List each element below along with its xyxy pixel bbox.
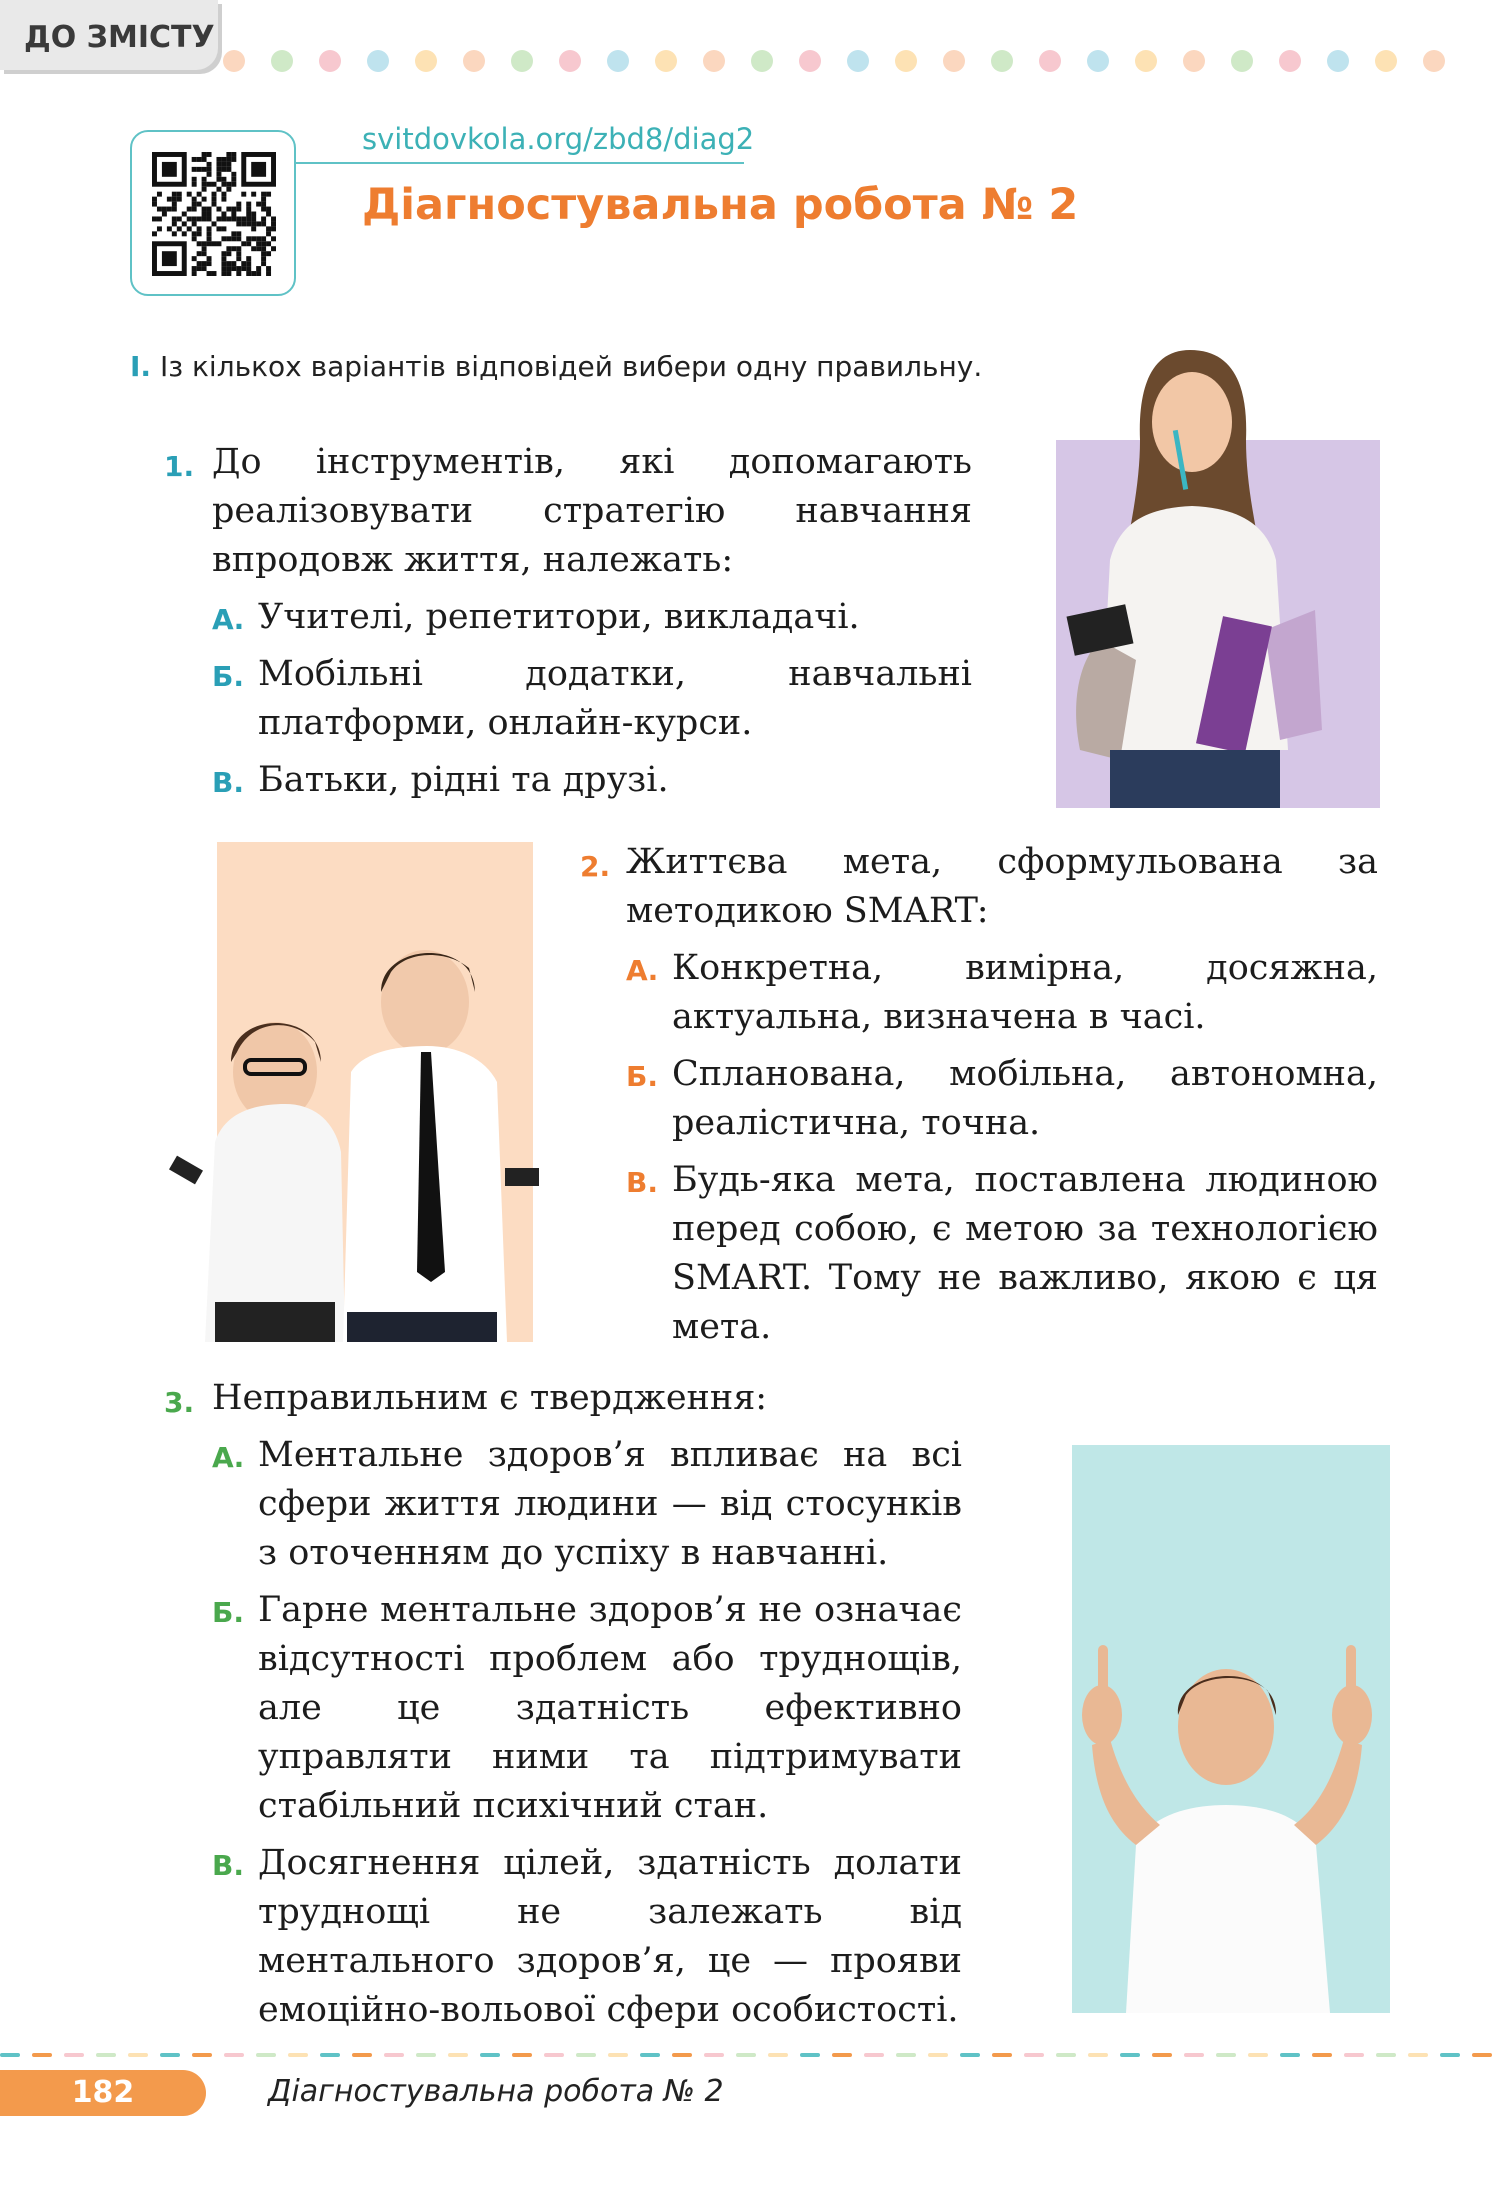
- footer-dash: [256, 2053, 276, 2057]
- question-3: [164, 1374, 962, 2035]
- option-letter: Б.: [212, 660, 244, 693]
- footer-dash: [1312, 2053, 1332, 2057]
- footer-dash: [832, 2053, 852, 2057]
- page-number: 182: [0, 2070, 206, 2116]
- question-number: 2.: [580, 850, 611, 883]
- footer-dash: [384, 2053, 404, 2057]
- option-letter: А.: [212, 1441, 245, 1474]
- option-b[interactable]: [626, 1050, 1378, 1148]
- footer-dash: [992, 2053, 1012, 2057]
- decorative-dot: [415, 50, 437, 72]
- option-v[interactable]: [212, 756, 972, 805]
- footer-dash: [448, 2053, 468, 2057]
- footer-dash: [416, 2053, 436, 2057]
- photo-boy-pointing-up: [1040, 1445, 1420, 2013]
- question-number: 3.: [164, 1386, 195, 1419]
- option-b[interactable]: [212, 1586, 962, 1831]
- option-v[interactable]: [626, 1156, 1378, 1352]
- option-text: Будь-яка мета, поставлена людиною перед собою, є метою за технологією SMART. Тому не важливо, якою є ця мета.: [672, 1160, 1378, 1347]
- instruction-number: I.: [130, 350, 152, 383]
- decorative-dot: [943, 50, 965, 72]
- option-v[interactable]: [212, 1839, 962, 2035]
- footer-dash: [1344, 2053, 1364, 2057]
- option-a[interactable]: [212, 593, 972, 642]
- decorative-dot: [1375, 50, 1397, 72]
- decorative-dot: [655, 50, 677, 72]
- footer-dash: [640, 2053, 660, 2057]
- footer-dash: [288, 2053, 308, 2057]
- decorative-dot: [367, 50, 389, 72]
- footer-dash: [1472, 2053, 1492, 2057]
- footer-dash: [128, 2053, 148, 2057]
- option-text: Досягнення цілей, здатність долати труднощі не залежать від ментального здоров’я, це — прояви емоційно-вольової сфери особистості.: [258, 1843, 962, 2030]
- option-letter: В.: [212, 1849, 244, 1882]
- footer-dash: [1056, 2053, 1076, 2057]
- footer-dash: [672, 2053, 692, 2057]
- footer-dash: [960, 2053, 980, 2057]
- footer-dash: [0, 2053, 20, 2057]
- decorative-dot: [799, 50, 821, 72]
- footer-title: Діагностувальна робота № 2: [268, 2074, 724, 2109]
- decorative-dot: [1231, 50, 1253, 72]
- site-link[interactable]: svitdovkola.org/zbd8/diag2: [362, 122, 755, 156]
- option-text: Ментальне здоров’я впливає на всі сфери життя людини — від стосунків з оточенням до успіху в навчанні.: [258, 1435, 962, 1573]
- footer-dash: [1184, 2053, 1204, 2057]
- footer-dash: [800, 2053, 820, 2057]
- question-stem: Неправильним є твердження:: [212, 1378, 768, 1418]
- question-1: [164, 438, 972, 805]
- instruction: [130, 350, 982, 383]
- toc-button[interactable]: ДО ЗМІСТУ: [0, 0, 218, 70]
- decorative-dot: [1039, 50, 1061, 72]
- footer-dash: [352, 2053, 372, 2057]
- option-a[interactable]: [626, 944, 1378, 1042]
- footer-dash: [896, 2053, 916, 2057]
- option-letter: В.: [626, 1166, 658, 1199]
- option-text: Гарне ментальне здоров’я не означає відсутності проблем або труднощів, але це здатність ефективно управляти ними та підтримувати стабільний психічний стан.: [258, 1590, 962, 1826]
- link-underline: [296, 162, 744, 164]
- option-letter: Б.: [626, 1060, 658, 1093]
- footer-dash: [1408, 2053, 1428, 2057]
- footer-dash: [1024, 2053, 1044, 2057]
- footer-dash: [544, 2053, 564, 2057]
- decorative-dot: [847, 50, 869, 72]
- decorative-dot: [607, 50, 629, 72]
- decorative-dot: [991, 50, 1013, 72]
- footer-dash: [928, 2053, 948, 2057]
- footer-dash: [192, 2053, 212, 2057]
- option-text: Спланована, мобільна, автономна, реалістична, точна.: [672, 1054, 1378, 1143]
- decorative-dot: [1423, 50, 1445, 72]
- footer-dash: [736, 2053, 756, 2057]
- decorative-dot: [1183, 50, 1205, 72]
- footer-divider: [0, 2052, 1500, 2058]
- decorative-dot: [319, 50, 341, 72]
- footer-dash: [160, 2053, 180, 2057]
- photo-teens-with-phones: [135, 842, 575, 1342]
- footer-dash: [1120, 2053, 1140, 2057]
- option-b[interactable]: [212, 650, 972, 748]
- footer-dash: [1376, 2053, 1396, 2057]
- decorative-dot: [1279, 50, 1301, 72]
- qr-code-icon: [152, 152, 276, 276]
- decorative-dot: [751, 50, 773, 72]
- page-title: Діагностувальна робота № 2: [362, 180, 1079, 230]
- footer-dash: [1216, 2053, 1236, 2057]
- footer-dash: [224, 2053, 244, 2057]
- decorative-dot: [1135, 50, 1157, 72]
- decorative-dot: [463, 50, 485, 72]
- decorative-dot: [895, 50, 917, 72]
- footer-dash: [1248, 2053, 1268, 2057]
- option-text: Учителі, репетитори, викладачі.: [258, 597, 860, 637]
- decorative-dot: [703, 50, 725, 72]
- decorative-dots: [222, 49, 1482, 73]
- footer-dash: [64, 2053, 84, 2057]
- question-number: 1.: [164, 450, 195, 483]
- option-letter: В.: [212, 766, 244, 799]
- qr-code[interactable]: [130, 130, 296, 296]
- footer-dash: [768, 2053, 788, 2057]
- footer-dash: [1152, 2053, 1172, 2057]
- footer-dash: [32, 2053, 52, 2057]
- decorative-dot: [559, 50, 581, 72]
- question-stem: Життєва мета, сформульована за методикою SMART:: [626, 842, 1378, 931]
- decorative-dot: [511, 50, 533, 72]
- option-letter: А.: [626, 954, 659, 987]
- option-text: Конкретна, вимірна, досяжна, актуальна, визначена в часі.: [672, 948, 1378, 1037]
- question-2: [580, 838, 1378, 1352]
- footer-dash: [320, 2053, 340, 2057]
- decorative-dot: [223, 50, 245, 72]
- option-letter: Б.: [212, 1596, 244, 1629]
- photo-girl-with-notebook: [1040, 330, 1380, 808]
- decorative-dot: [1327, 50, 1349, 72]
- footer-dash: [576, 2053, 596, 2057]
- instruction-text: Із кількох варіантів відповідей вибери одну правильну.: [159, 350, 983, 383]
- option-text: Мобільні додатки, навчальні платформи, онлайн-курси.: [258, 654, 972, 743]
- footer-dash: [1280, 2053, 1300, 2057]
- decorative-dot: [1087, 50, 1109, 72]
- option-text: Батьки, рідні та друзі.: [258, 760, 669, 800]
- footer-dash: [1088, 2053, 1108, 2057]
- footer-dash: [608, 2053, 628, 2057]
- option-letter: А.: [212, 603, 245, 636]
- footer-dash: [704, 2053, 724, 2057]
- footer-dash: [1440, 2053, 1460, 2057]
- question-stem: До інструментів, які допомагають реалізовувати стратегію навчання впродовж життя, належать:: [212, 442, 972, 580]
- option-a[interactable]: [212, 1431, 962, 1578]
- footer-dash: [864, 2053, 884, 2057]
- footer-dash: [480, 2053, 500, 2057]
- decorative-dot: [271, 50, 293, 72]
- footer-dash: [512, 2053, 532, 2057]
- footer-dash: [96, 2053, 116, 2057]
